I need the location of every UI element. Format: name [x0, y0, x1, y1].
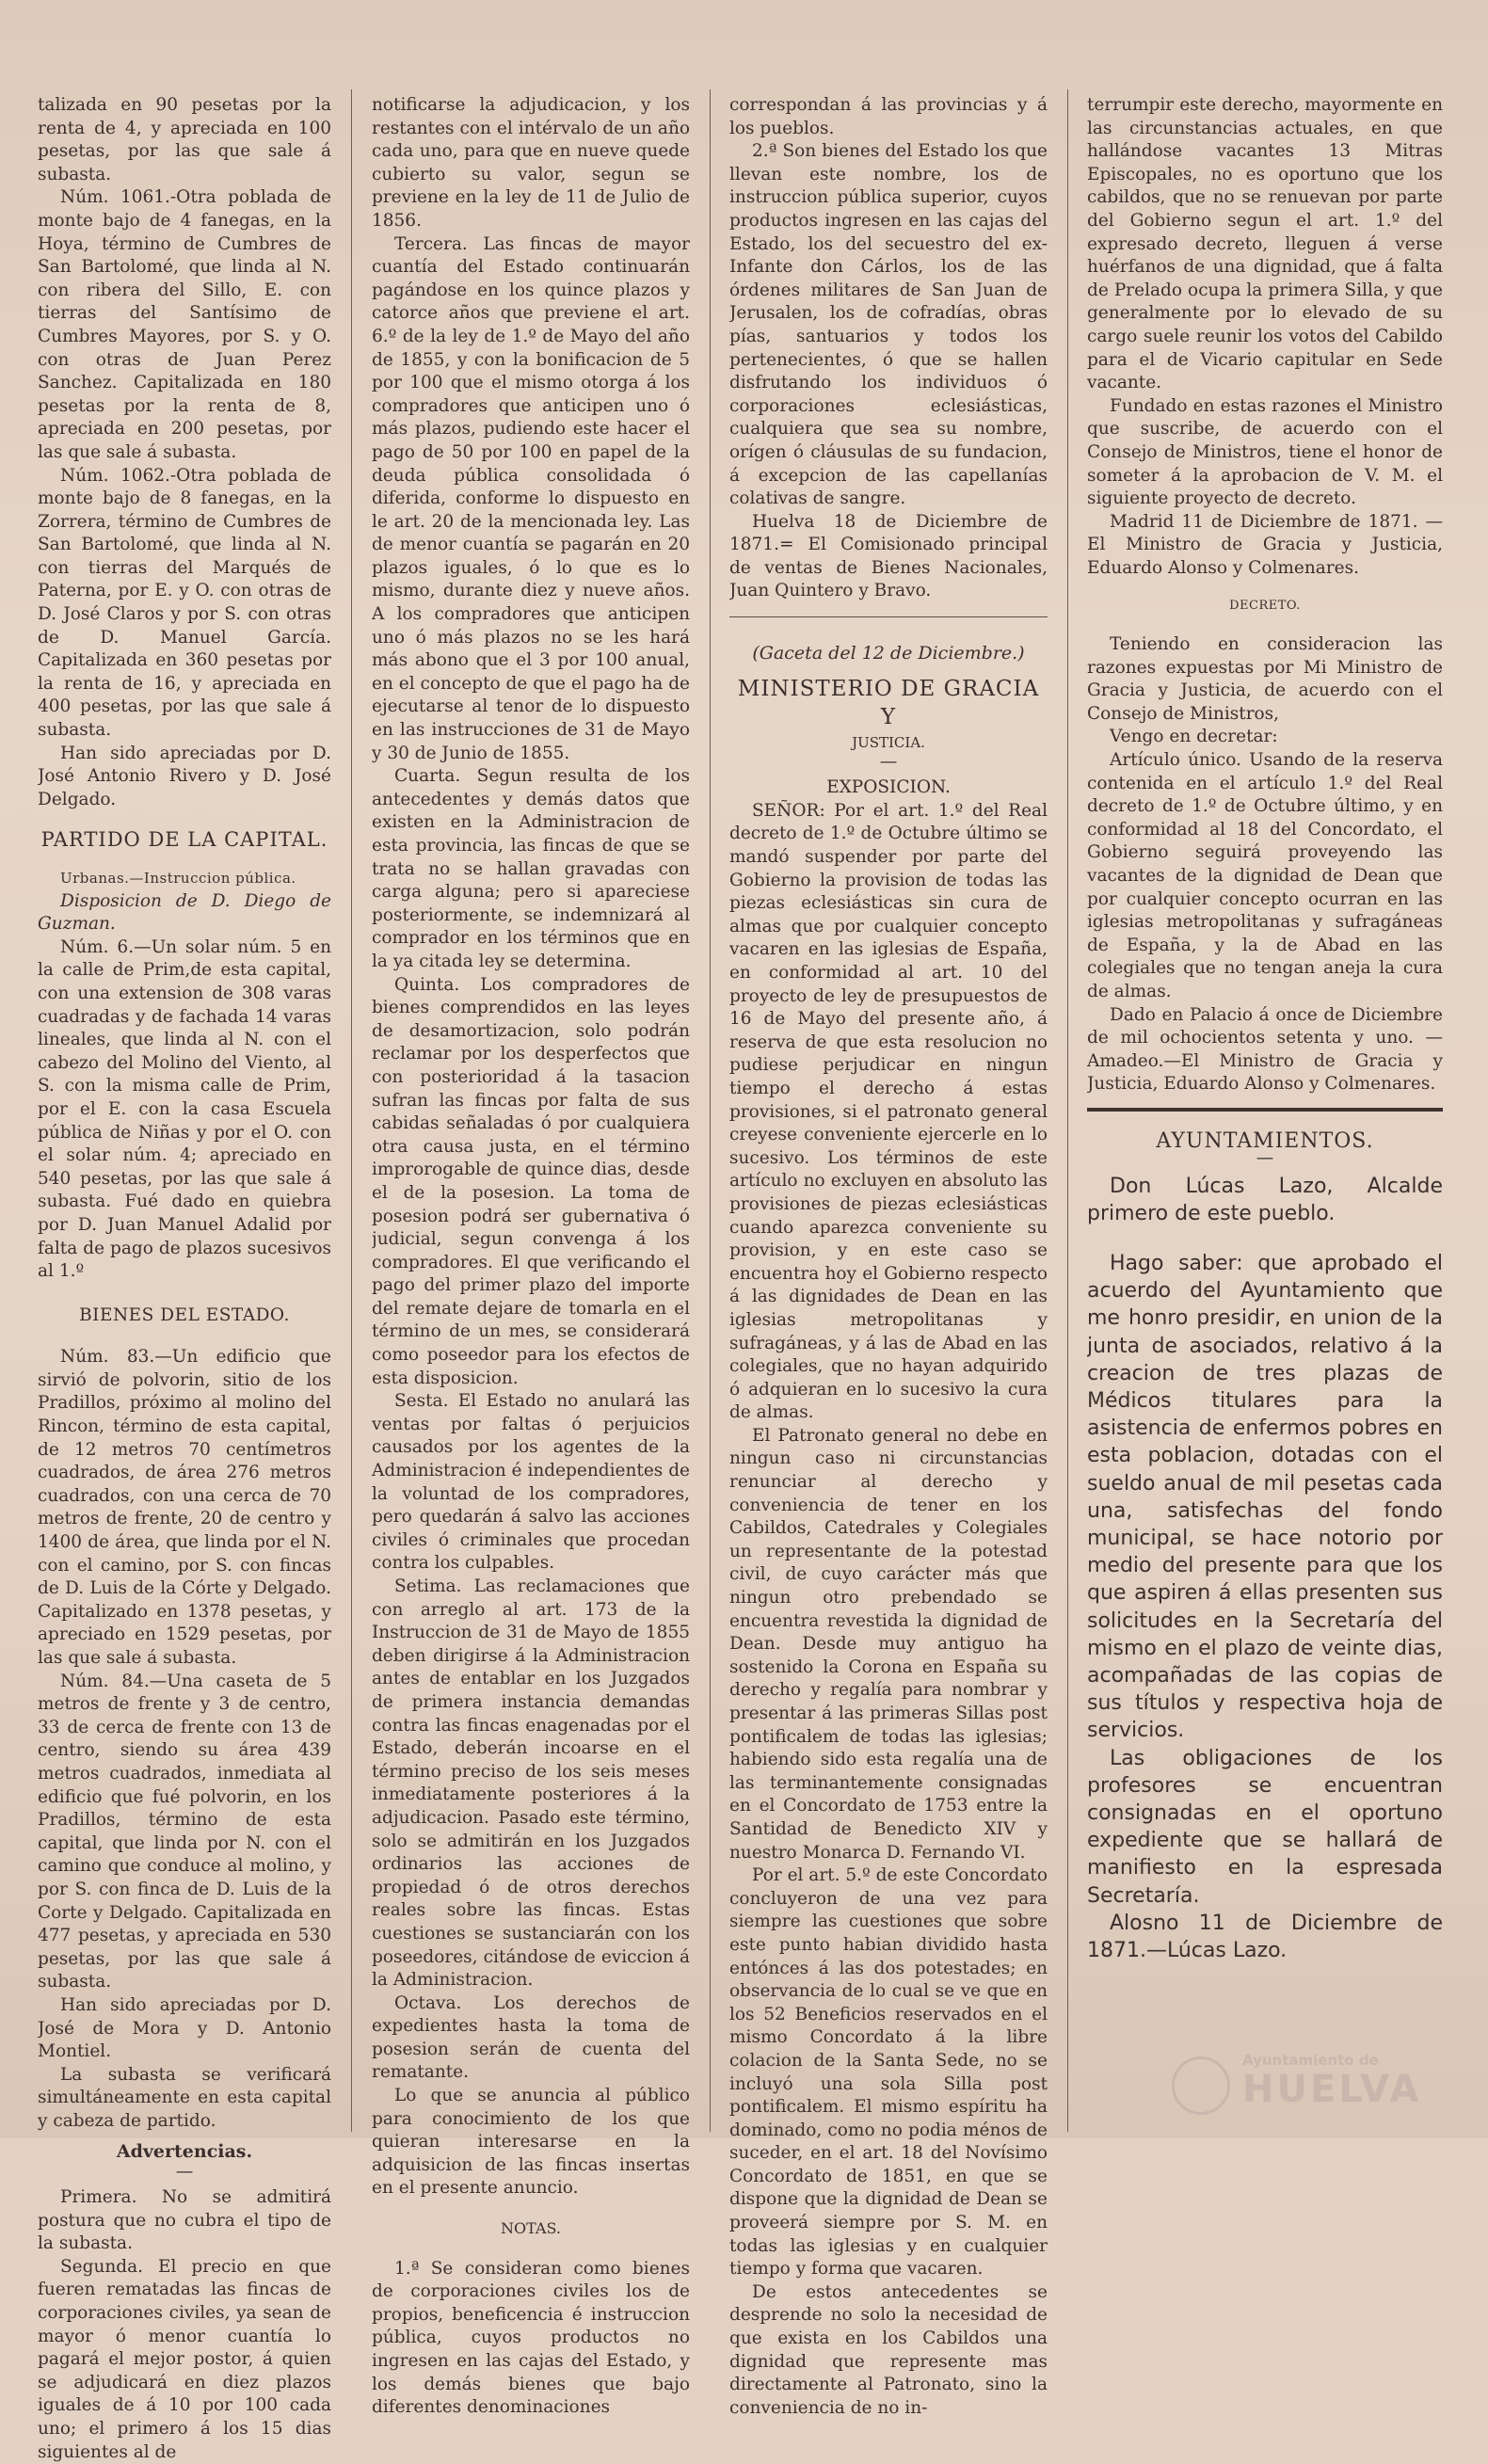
paragraph: Artículo único. Usando de la reserva contenida en el artículo 1.º del Real decreto de 1.º de Octubre último, y en conformidad al 18 del Concordato, el Gobierno seguirá proveyendo las vacantes de la dignidad de Dean que por cualquier concepto ocurran en las iglesias metropolitanas y sufragáneas de España, y la de Abad en las colegiales que no tengan aneja la cura de almas. — [1087, 750, 1443, 1001]
paragraph: 2.ª Son bienes del Estado los que llevan este nombre, los de instruccion pública superior, cuyos productos ingresen en las cajas del Estado, los del secuestro del ex-Infante don Cárlos, los de las órdenes militares de San Juan de Jerusalen, los de cofradías, obras pías, santuarios y todos los pertenecientes, ó que se hallen disfrutando los individuos ó corporaciones eclesiásticas, cualquiera que sea su nombre, orígen ó cláusulas de su fundacion, á excepcion de las capellanías colativas de sangre. — [729, 141, 1048, 509]
paragraph: Núm. 1061.-Otra poblada de monte bajo de 4 fanegas, en la Hoya, término de Cumbres de San Bartolomé, que linda al N. con ribera del Sillo, E. con tierras del Santísimo de Cumbres Mayores, por S. y O. con otras de Juan Perez Sanchez. Capitalizada en 180 pesetas por la renta de 8, apreciada en 200 pesetas, por las que sale á subasta. — [38, 187, 331, 462]
paragraph: De estos antecedentes se desprende no solo la necesidad de que exista en los Cabildos una dignidad que represente mas directamente al Patronato, sino la conveniencia de no in- — [729, 2281, 1048, 2418]
horizontal-rule — [729, 616, 1048, 617]
disposition-line: Disposicion de D. Diego de Guzman. — [38, 890, 331, 935]
section-heading: Advertencias. — [116, 2141, 253, 2163]
paragraph: correspondan á las provincias y á los pueblos. — [729, 95, 1048, 138]
section-heading: PARTIDO DE LA CAPITAL. — [40, 828, 328, 852]
horizontal-rule — [1087, 1108, 1443, 1112]
column-divider — [351, 89, 352, 2132]
paragraph: 1.ª Se consideran como bienes de corporaciones civiles los de propios, beneficencia é instruccion pública, cuyos productos no ingresen en las cajas del Estado, y los demás bienes que bajo diferentes denominaciones — [372, 2258, 690, 2418]
paragraph: Núm. 1062.-Otra poblada de monte bajo de 8 fanegas, en la Zorrera, término de Cumbres de San Bartolomé, que linda al N. con tierras del Marqués de Paterna, por E. y O. con otras de D. José Claros y por S. con otras de D. Manuel García. Capitalizada en 360 pesetas por la renta de 16, y apreciada en 400 pesetas, por las que sale á subasta. — [38, 465, 331, 741]
paragraph: El Patronato general no debe en ningun caso ni circunstancias renunciar al derecho y conveniencia de tener en los Cabildos, Catedrales y Colegiales un representante de la potestad civil, de cuyo carácter más que ningun otro prebendado se encuentra revestida la dignidad de Dean. Desde muy antiguo ha sostenido la Corona en España su derecho y regalía para nombrar y presentar á las primeras Sillas post pontificalem de todas las iglesias; habiendo sido esta regalía una de las terminantemente consignadas en el Concordato de 1753 entre la Santidad de Benedicto XIV y nuestro Monarca D. Fernando VI. — [729, 1425, 1048, 1863]
ministry-subtitle: JUSTICIA. — [852, 733, 925, 751]
paragraph: Teniendo en consideracion las razones expuestas por Mi Ministro de Gracia y Justicia, de acuerdo con el Consejo de Ministros, — [1087, 634, 1443, 724]
paragraph: Han sido apreciadas por D. José Antonio Rivero y D. José Delgado. — [38, 743, 331, 809]
archive-watermark — [1242, 2052, 1459, 2118]
paragraph: SEÑOR: Por el art. 1.º del Real decreto de 1.º de Octubre último se mandó suspender por parte del Gobierno la provision de todas las piezas eclesiásticas sin cura de almas que por cualquier concepto vacaren en las iglesias de España, en conformidad al art. 10 del proyecto de ley de presupuestos de 16 de Mayo del presente año, á reserva de que esta resolucion no pudiese perjudicar en ningun tiempo el derecho á estas provisiones, si el patronato general creyese conveniente ejercerle en lo sucesivo. Los términos de este artículo no excluyen en absoluto las provisiones de piezas eclesiásticas cuando aparezca conveniente su provision, y en este caso se encuentra hoy el Gobierno respecto á las dignidades de Dean en las iglesias metropolitanas y sufragáneas, y á las de Abad en las colegiales, que no hayan adquirido ó adquieran en lo sucesivo la cura de almas. — [729, 800, 1048, 1423]
watermark-line: Ayuntamiento de — [1242, 2052, 1379, 2069]
watermark-line: HUELVA — [1242, 2068, 1422, 2111]
paragraph: Núm. 84.—Una caseta de 5 metros de frente y 3 de centro, 33 de cerca de frente con 13 de centro, siendo su área 439 metros cuadrados, inmediata al edificio que fué polvorin, en los Pradillos, término de esta capital, que linda por N. con el camino que conduce al molino, y por S. con finca de D. Luis de la Corte y Delgado. Capitalizada en 477 pesetas, y apreciada en 530 pesetas, por las que sale á subasta. — [38, 1671, 331, 1992]
paragraph: talizada en 90 pesetas por la renta de 4, y apreciada en 100 pesetas, por las que sale á subasta. — [38, 95, 331, 184]
paragraph: Vengo en decretar: — [1110, 727, 1278, 747]
seal-icon — [1172, 2056, 1230, 2115]
column-4 — [1087, 94, 1443, 1964]
section-heading: NOTAS. — [501, 2219, 561, 2238]
column-divider — [1067, 89, 1068, 2132]
divider: — — [175, 2162, 194, 2183]
source-line: (Gaceta del 12 de Diciembre.) — [752, 643, 1025, 664]
paragraph: Cuarta. Segun resulta de los antecedentes y demás datos que existen en la Administracion de esta provincia, las fincas de que se trata no se hallan gravadas con carga alguna; pero si apareciese posteriormente, se indemnizará al comprador en los términos que en la ya citada ley se determina. — [372, 766, 690, 971]
paragraph: Hago saber: que aprobado el acuerdo del Ayuntamiento que me honro presidir, en union de la junta de asociados, relativo á la creacion de tres plazas de Médicos titulares para la asistencia de enfermos pobres en esta poblacion, dotadas con el sueldo anual de mil pesetas cada una, satisfechas del fondo municipal, se hace notorio por medio del presente para que los que aspiren á ellas presenten sus solicitudes en la Secretaría del mismo en el plazo de veinte dias, acompañadas de las copias de sus títulos y respectiva hoja de servicios. — [1087, 1251, 1443, 1743]
paragraph: Han sido apreciadas por D. José de Mora y D. Antonio Montiel. — [38, 1994, 331, 2062]
paragraph: Lo que se anuncia al público para conocimiento de los que quieran interesarse en la adquisicion de las fincas insertas en el presente anuncio. — [372, 2086, 690, 2199]
paragraph: Fundado en estas razones el Ministro que suscribe, de acuerdo con el Consejo de Ministros, tiene el honor de someter á la aprobacion de V. M. el siguiente proyecto de decreto. — [1087, 395, 1443, 509]
section-heading: DECRETO. — [1229, 599, 1301, 614]
section-heading: EXPOSICION. — [826, 777, 951, 798]
paragraph: Por el art. 5.º de este Concordato concluyeron de una vez para siempre las cuestiones que sobre este punto habian dividido hasta entónces á las dos potestades; en observancia de lo cual se ve que en los 52 Beneficios reservados en el mismo Concordato á la libre colacion de la Santa Sede, no se incluyó una sola Silla post pontificalem. El mismo espíritu ha dominado, como no podia ménos de suceder, en el art. 18 del Novísimo Concordato de 1851, en que se dispone que la dignidad de Dean se proveerá siempre por S. M. en todas las iglesias y en cualquier tiempo y forma que vacaren. — [729, 1865, 1048, 2280]
subsection-heading: Urbanas.—Instruccion pública. — [60, 870, 296, 887]
column-divider — [710, 89, 711, 2132]
paragraph: Segunda. El precio en que fueren rematadas las fincas de corporaciones civiles, ya sean de mayor ó menor cuantía lo pagará el mejor postor, á quien se adjudicará en diez plazos iguales de á 10 por 100 cada uno; el primero á los 15 dias siguientes al de — [38, 2256, 331, 2462]
paragraph: Octava. Los derechos de expedientes hasta la toma de posesion serán de cuenta del rematante. — [372, 1992, 690, 2083]
paragraph: Quinta. Los compradores de bienes comprendidos en las leyes de desamortizacion, solo podrán reclamar por los desperfectos que con posterioridad á la tasacion sufran las fincas por falta de sus cabidas señaladas ó por cualquiera otra causa justa, en el término improrogable de quince dias, desde el de la posesion. La toma de posesion podrá ser gubernativa ó judicial, segun convenga á los compradores. El que verificando el pago del primer plazo del importe del remate dejare de tomarla en el término de un mes, se considerará como poseedor para los efectos de esta disposicion. — [372, 974, 690, 1388]
ministry-title: MINISTERIO DE GRACIA Y — [737, 676, 1040, 729]
paragraph: Alosno 11 de Diciembre de 1871.—Lúcas Lazo. — [1087, 1911, 1443, 1963]
paragraph: Las obligaciones de los profesores se encuentran consignadas en el oportuno expediente que se hallará de manifiesto en la espresada Secretaría. — [1087, 1746, 1443, 1908]
paragraph: Huelva 18 de Diciembre de 1871.= El Comisionado principal de ventas de Bienes Nacionales, Juan Quintero y Bravo. — [729, 511, 1048, 601]
divider: — — [879, 752, 898, 773]
paragraph: notificarse la adjudicacion, y los restantes con el intérvalo de un año cada uno, para que en nueve quede cubierto su valor, segun se previene en la ley de 11 de Julio de 1856. — [372, 95, 690, 231]
paragraph: Primera. No se admitirá postura que no cubra el tipo de la subasta. — [38, 2187, 331, 2254]
divider: — — [1256, 1147, 1274, 1168]
paragraph: terrumpir este derecho, mayormente en las circunstancias actuales, en que hallándose vacantes 13 Mitras Episcopales, no es oportuno que los cabildos, que no se renuevan por parte del Gobierno segun el art. 1.º del expresado decreto, lleguen á verse huérfanos de una dignidad, que á falta de Prelado ocupa la primera Silla, y que generalmente por lo elevado de su cargo suele reunir los votos del Cabildo para el de Vicario capitular en Sede vacante. — [1087, 95, 1443, 393]
section-heading: AYUNTAMIENTOS. — [1156, 1128, 1374, 1153]
paragraph: Sesta. El Estado no anulará las ventas por faltas ó perjuicios causados por los agentes de la Administracion é independientes de la voluntad de los compradores, pero quedarán á salvo las acciones civiles ó criminales que procedan contra los culpables. — [372, 1391, 690, 1574]
column-2 — [372, 94, 690, 2420]
paragraph: Tercera. Las fincas de mayor cuantía del Estado continuarán pagándose en los quince plazos y catorce años que previene el art. 6.º de la ley de 1.º de Mayo del año de 1855, y con la bonificacion de 5 por 100 que el mismo otorga á los compradores que anticipen uno ó más plazos, pudiendo este hacer el pago de 50 por 100 en papel de la deuda pública consolidada ó diferida, conforme lo dispuesto en le art. 20 de la mencionada ley. Las de menor cuantía se pagarán en 20 plazos iguales, ó lo que es lo mismo, durante diez y nueve años. A los compradores que anticipen uno ó más plazos no se les hará más abono que el 3 por 100 anual, en el concepto de que el pago ha de ejecutarse al tenor de lo dispuesto en las instrucciones de 31 de Mayo y 30 de Junio de 1855. — [372, 233, 690, 763]
column-1 — [38, 94, 331, 2464]
paragraph: Setima. Las reclamaciones que con arreglo al art. 173 de la Instruccion de 31 de Mayo de 1855 deben dirigirse á la Administracion antes de entablar en los Juzgados de primera instancia demandas contra las fincas enagenadas por el Estado, deberán incoarse en el término preciso de los seis meses inmediatamente posteriores á la adjudicacion. Pasado este término, solo se admitirán en los Juzgados ordinarios las acciones de propiedad ó de otros derechos reales sobre las fincas. Estas cuestiones se sustanciarán con los poseedores, citándose de eviccion á la Administracion. — [372, 1576, 690, 1991]
section-heading: BIENES DEL ESTADO. — [79, 1304, 290, 1325]
paragraph: Madrid 11 de Diciembre de 1871. —El Ministro de Gracia y Justicia, Eduardo Alonso y Colmenares. — [1087, 511, 1443, 578]
paragraph: Dado en Palacio á once de Diciembre de mil ochocientos setenta y uno. —Amadeo.—El Ministro de Gracia y Justicia, Eduardo Alonso y Colmenares. — [1087, 1004, 1443, 1095]
notice-heading: Don Lúcas Lazo, Alcalde primero de este pueblo. — [1087, 1174, 1443, 1225]
paragraph: La subasta se verificará simultáneamente en esta capital y cabeza de partido. — [38, 2064, 331, 2131]
column-3 — [729, 94, 1048, 2420]
paragraph: Núm. 6.—Un solar núm. 5 en la calle de Prim,de esta capital, con una extension de 308 varas cuadradas y de fachada 14 varas lineales, que linda al N. con el cabezo del Molino del Viento, al S. con la misma calle de Prim, por el E. con la casa Escuela pública de Niñas y por el O. con el solar núm. 4; apreciado en 540 pesetas, por las que sale á subasta. Fué dado en quiebra por D. Juan Manuel Adalid por falta de pago de plazos sucesivos al 1.º — [38, 936, 331, 1282]
paragraph: Núm. 83.—Un edificio que sirvió de polvorin, sitio de los Pradillos, próximo al molino del Rincon, término de esta capital, de 12 metros 70 centímetros cuadrados, de área 276 metros cuadrados, con una cerca de 70 metros de frente, 20 de centro y 1400 de área, que linda por el N. con el camino, por S. con fincas de D. Luis de la Córte y Delgado. Capitalizado en 1378 pesetas, y apreciado en 1529 pesetas, por las que sale á subasta. — [38, 1347, 331, 1668]
